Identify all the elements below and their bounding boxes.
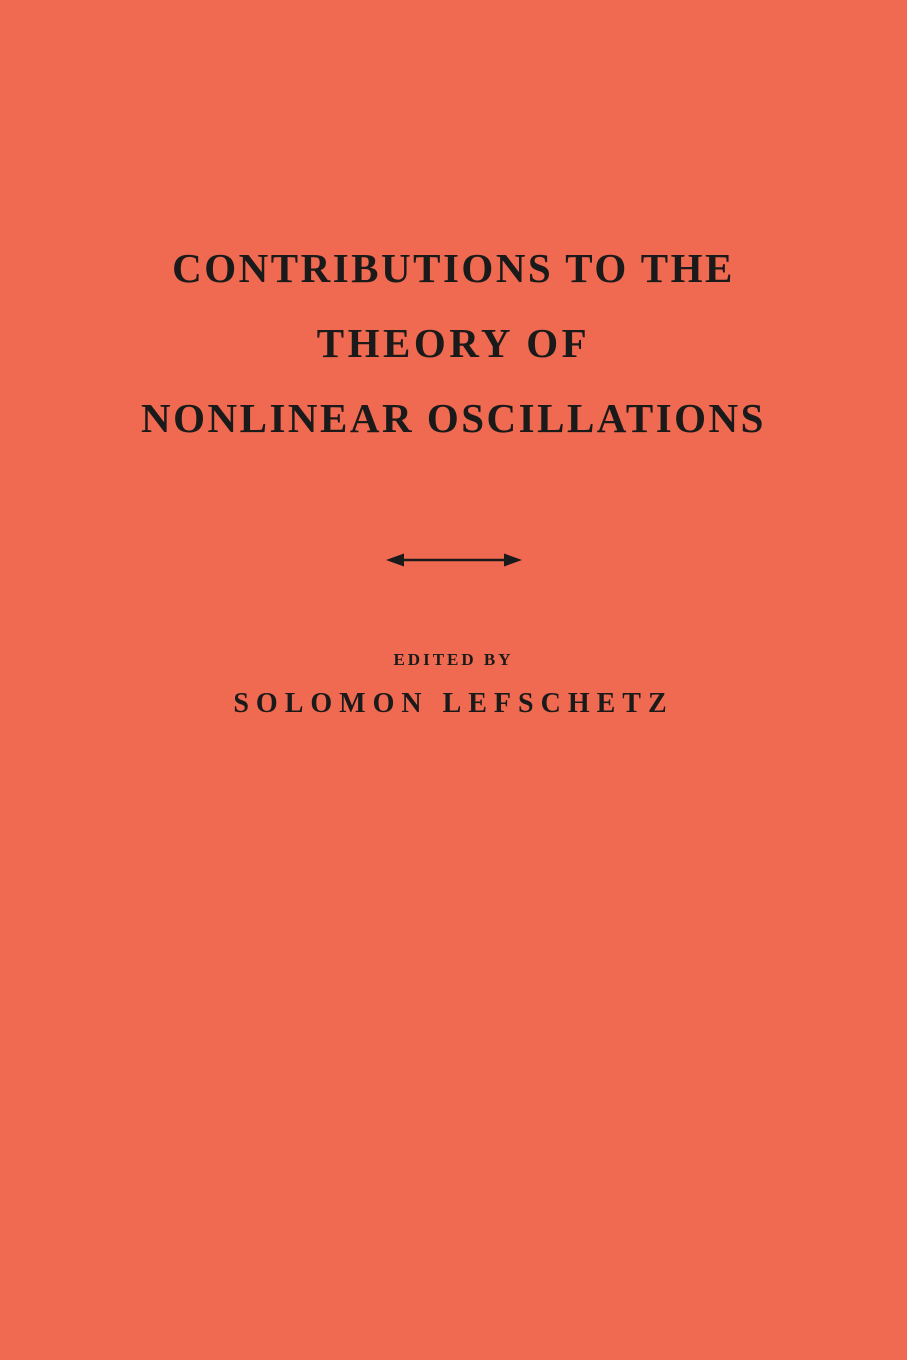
title-line-1: CONTRIBUTIONS TO THE xyxy=(172,245,735,291)
editor-name: SOLOMON LEFSCHETZ xyxy=(233,688,674,719)
editor-block xyxy=(0,650,907,720)
title-line-2: THEORY OF xyxy=(316,320,591,366)
edited-by-label: EDITED BY xyxy=(393,650,514,669)
title-line-3: NONLINEAR OSCILLATIONS xyxy=(141,395,766,441)
book-title xyxy=(0,245,907,441)
double-arrow-icon xyxy=(0,540,907,580)
